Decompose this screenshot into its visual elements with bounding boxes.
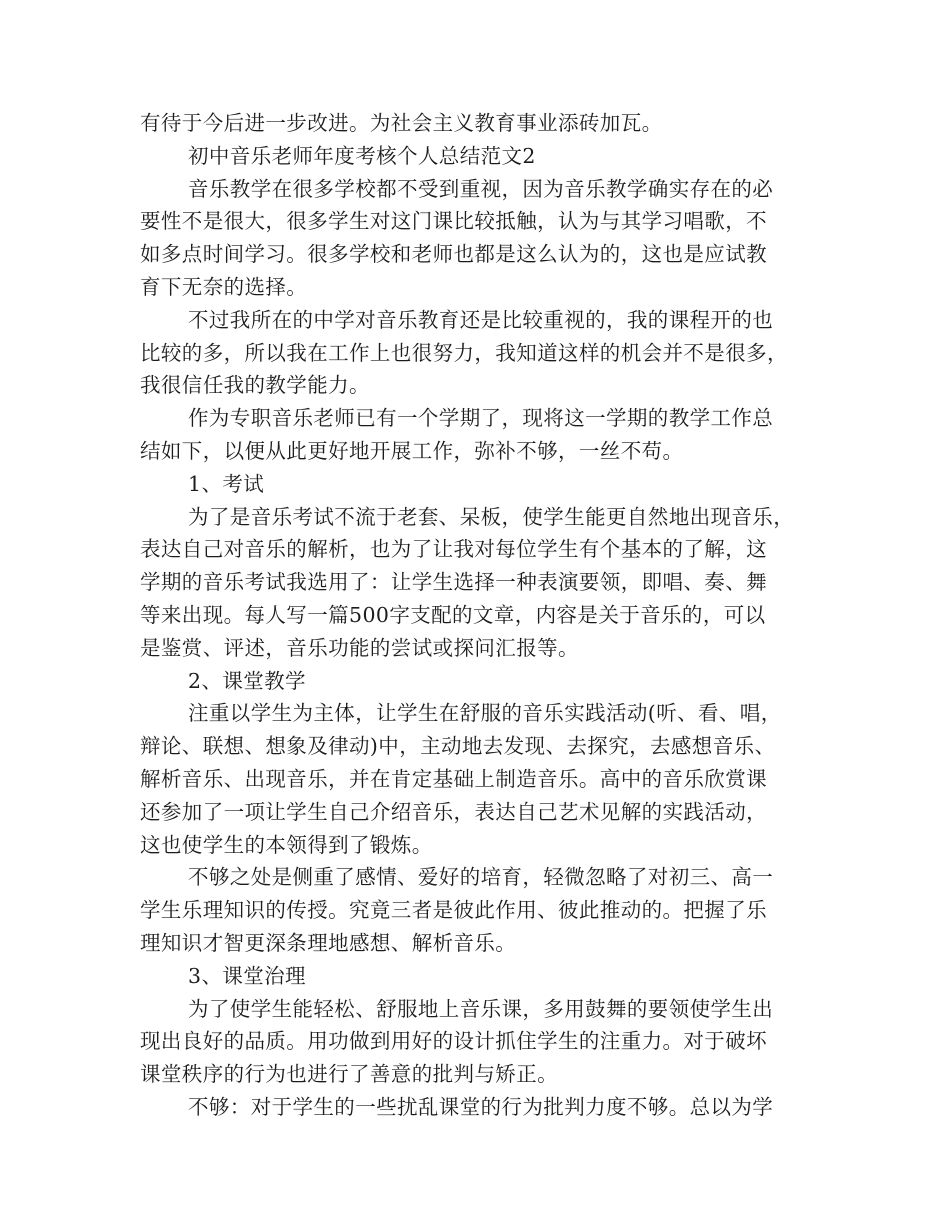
- text-line-6: 育下无奈的选择。: [140, 274, 308, 299]
- text-line-3: 音乐教学在很多学校都不受到重视，因为音乐教学确实存在的必: [188, 176, 774, 201]
- text-line-5: 如多点时间学习。很多学校和老师也都是这么认为的，这也是应试教: [140, 242, 767, 267]
- text-line-9: 我很信任我的教学能力。: [140, 373, 370, 398]
- text-line-31: 不够：对于学生的一些扰乱课堂的行为批判力度不够。总以为学: [188, 1094, 774, 1119]
- text-line-28: 为了使学生能轻松、舒服地上音乐课，多用鼓舞的要领使学生出: [188, 996, 774, 1021]
- text-line-30: 课堂秩序的行为也进行了善意的批判与矫正。: [140, 1062, 558, 1087]
- text-line-10: 作为专职音乐老师已有一个学期了，现将这一学期的教学工作总: [188, 406, 774, 431]
- heading-classroom-management: 3、课堂治理: [188, 963, 306, 988]
- text-line-19: 注重以学生为主体，让学生在舒服的音乐实践活动(听、看、唱，: [188, 701, 782, 726]
- heading-classroom-teaching: 2、课堂教学: [188, 668, 306, 693]
- section-title: 初中音乐老师年度考核个人总结范文2: [188, 143, 536, 168]
- heading-exam: 1、考试: [188, 471, 265, 496]
- text-line-21: 解析音乐、出现音乐，并在肯定基础上制造音乐。高中的音乐欣赏课: [140, 766, 767, 791]
- text-line-17: 是鉴赏、评述，音乐功能的尝试或探问汇报等。: [140, 635, 579, 660]
- text-line-8: 比较的多，所以我在工作上也很努力，我知道这样的机会并不是很多，: [140, 340, 788, 365]
- text-line-7: 不过我所在的中学对音乐教育还是比较重视的，我的课程开的也: [188, 307, 774, 332]
- text-line-23: 这也使学生的本领得到了锻炼。: [140, 832, 433, 857]
- text-line-14: 表达自己对音乐的解析，也为了让我对每位学生有个基本的了解，这: [140, 537, 767, 562]
- text-line-4: 要性不是很大，很多学生对这门课比较抵触，认为与其学习唱歌，不: [140, 209, 767, 234]
- text-line-1: 有待于今后进一步改进。为社会主义教育事业添砖加瓦。: [140, 111, 663, 135]
- document-body: [140, 107, 805, 1124]
- text-line-20: 辩论、联想、想象及律动)中，主动地去发现、去探究，去感想音乐、: [140, 734, 776, 759]
- text-line-15: 学期的音乐考试我选用了：让学生选择一种表演要领，即唱、奏、舞: [140, 570, 767, 595]
- text-line-11: 结如下，以便从此更好地开展工作，弥补不够，一丝不苟。: [140, 438, 684, 463]
- text-line-25: 学生乐理知识的传授。究竟三者是彼此作用、彼此推动的。把握了乐: [140, 898, 767, 923]
- text-line-16: 等来出现。每人写一篇500字支配的文章，内容是关于音乐的，可以: [140, 602, 766, 627]
- text-line-22: 还参加了一项让学生自己介绍音乐，表达自己艺术见解的实践活动，: [140, 799, 767, 824]
- text-line-29: 现出良好的品质。用功做到用好的设计抓住学生的注重力。对于破坏: [140, 1029, 767, 1054]
- text-line-13: 为了是音乐考试不流于老套、呆板，使学生能更自然地出现音乐，: [188, 504, 795, 529]
- text-line-26: 理知识才智更深条理地感想、解析音乐。: [140, 930, 517, 955]
- text-line-24: 不够之处是侧重了感情、爱好的培育，轻微忽略了对初三、高一: [188, 865, 774, 890]
